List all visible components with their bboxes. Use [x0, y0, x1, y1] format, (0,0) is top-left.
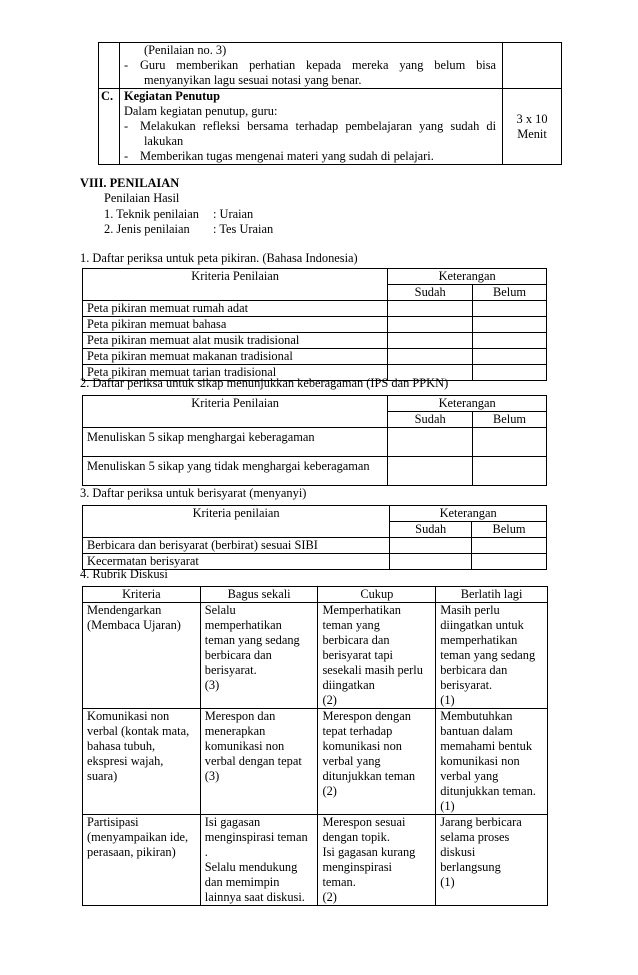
- rubric-cell-line: bahasa tubuh,: [87, 739, 156, 753]
- rubric-cell-line: Isi gagasan: [204, 815, 261, 829]
- table-row: Kecermatan berisyarat: [83, 554, 390, 570]
- rubric-cell-line: komunikasi non: [204, 739, 285, 753]
- checklist3-header-no: Belum: [472, 522, 547, 538]
- checklist2-header-note: Keterangan: [388, 396, 547, 412]
- checklist2-header-criteria: Kriteria Penilaian: [83, 396, 388, 428]
- activity-row-label: C.: [99, 89, 120, 165]
- rubric-cell-line: berisyarat tapi: [322, 648, 393, 662]
- rubric-cell-line: Jarang berbicara: [440, 815, 522, 829]
- rubric-cell: [200, 815, 318, 906]
- rubric-cell-line: selama proses: [440, 830, 510, 844]
- rubric-cell-line: verbal yang: [322, 754, 381, 768]
- rubric-cell-line: tepat terhadap: [322, 724, 393, 738]
- rubric-cell: [318, 709, 436, 815]
- rubric-title: 4. Rubrik Diskusi: [80, 567, 168, 581]
- table-row: Peta pikiran memuat alat musik tradisional: [83, 333, 388, 349]
- rubric-cell-line: verbal dengan tepat: [204, 754, 302, 768]
- rubric-row: [83, 815, 548, 906]
- rubric-cell-line: berbicara dan: [322, 633, 390, 647]
- checklist3-header-yes: Sudah: [390, 522, 472, 538]
- activity-closing-title: Kegiatan Penutup: [123, 89, 221, 103]
- rubric-cell: [83, 603, 201, 709]
- rubric-cell: [318, 815, 436, 906]
- checklist3-header-note: Keterangan: [390, 506, 547, 522]
- rubric-cell-line: dengan topik.: [322, 830, 390, 844]
- rubric-cell: [436, 815, 548, 906]
- rubric-cell-line: Masih perlu: [440, 603, 500, 617]
- activity-time: 3 x 10 Menit: [503, 89, 562, 165]
- section-heading: VIII. PENILAIAN: [80, 176, 180, 190]
- rubric-cell-line: (1): [440, 693, 455, 707]
- rubric-table: [82, 586, 548, 906]
- section-subheading: Penilaian Hasil: [104, 191, 180, 205]
- rubric-cell-line: Partisipasi: [87, 815, 139, 829]
- checklist1-title: 1. Daftar periksa untuk peta pikiran. (Bahasa Indonesia): [80, 251, 358, 265]
- rubric-header-practice: Berlatih lagi: [436, 587, 548, 603]
- rubric-header-criteria: Kriteria: [83, 587, 201, 603]
- checklist2-title: 2. Daftar periksa untuk sikap menunjukkan keberagaman (IPS dan PPKN): [80, 376, 449, 390]
- rubric-header-fair: Cukup: [318, 587, 436, 603]
- rubric-cell-line: menginspirasi teman: [204, 830, 308, 844]
- rubric-cell-line: bantuan dalam: [440, 724, 513, 738]
- rubric-cell-line: dan memimpin: [204, 875, 280, 889]
- activity-cell-closing-note: (Penilaian no. 3) - Guru memberikan perhatian kepada mereka yang belum bisa menyanyikan lagu sesuai notasi yang benar.: [119, 43, 502, 89]
- rubric-cell-line: Selalu mendukung: [204, 860, 298, 874]
- checklist1-header-criteria: Kriteria Penilaian: [83, 269, 388, 301]
- rubric-cell-line: (menyampaikan ide,: [87, 830, 189, 844]
- rubric-cell-line: (Membaca Ujaran): [87, 618, 181, 632]
- rubric-cell-line: memahami bentuk: [440, 739, 533, 753]
- rubric-header-excellent: Bagus sekali: [200, 587, 318, 603]
- rubric-cell-line: berisyarat.: [440, 678, 493, 692]
- rubric-cell-line: lainnya saat diskusi.: [204, 890, 305, 904]
- checklist1-header-no: Belum: [473, 285, 547, 301]
- rubric-cell-line: ekspresi wajah,: [87, 754, 164, 768]
- rubric-cell-line: (3): [204, 678, 220, 692]
- section-item-2-value: : Tes Uraian: [213, 222, 274, 236]
- rubric-row: [83, 603, 548, 709]
- rubric-cell: [436, 603, 548, 709]
- rubric-cell-line: Merespon dan: [204, 709, 276, 723]
- rubric-cell-line: Merespon dengan: [322, 709, 411, 723]
- rubric-cell-line: komunikasi non: [322, 739, 402, 753]
- rubric-cell-line: .: [204, 845, 208, 859]
- rubric-cell-line: diingatkan: [322, 678, 375, 692]
- table-row: Menuliskan 5 sikap menghargai keberagaman: [83, 428, 388, 457]
- rubric-cell-line: diskusi: [440, 845, 476, 859]
- table-row: Peta pikiran memuat makanan tradisional: [83, 349, 388, 365]
- rubric-cell-line: perasaan, pikiran): [87, 845, 176, 859]
- checklist3-header-criteria: Kriteria penilaian: [83, 506, 390, 538]
- rubric-cell-line: ditunjukkan teman.: [440, 784, 536, 798]
- rubric-cell-line: ditunjukkan teman: [322, 769, 416, 783]
- rubric-cell-line: berlangsung: [440, 860, 501, 874]
- rubric-cell-line: (1): [440, 875, 455, 889]
- rubric-cell-line: menerapkan: [204, 724, 266, 738]
- rubric-cell-line: Merespon sesuai: [322, 815, 406, 829]
- rubric-cell-line: teman yang: [322, 618, 380, 632]
- rubric-cell-line: komunikasi non: [440, 754, 520, 768]
- section-item-1-value: : Uraian: [213, 207, 254, 221]
- rubric-cell: [318, 603, 436, 709]
- rubric-cell-line: diingatkan untuk: [440, 618, 524, 632]
- rubric-cell: [436, 709, 548, 815]
- table-row: Peta pikiran memuat tarian tradisional: [83, 365, 388, 381]
- checklist3-table: [82, 505, 547, 570]
- rubric-cell-line: teman yang sedang: [440, 648, 536, 662]
- table-row: Berbicara dan berisyarat (berbirat) sesuai SIBI: [83, 538, 390, 554]
- checklist2-header-yes: Sudah: [388, 412, 473, 428]
- checklist2-header-no: Belum: [473, 412, 547, 428]
- rubric-cell: [83, 815, 201, 906]
- table-row: Menuliskan 5 sikap yang tidak menghargai keberagaman: [83, 457, 388, 486]
- rubric-cell-line: Memperhatikan: [322, 603, 401, 617]
- rubric-cell-line: Membutuhkan: [440, 709, 513, 723]
- rubric-cell-line: verbal yang: [440, 769, 499, 783]
- section-item-2-label: 2. Jenis penilaian: [104, 222, 190, 236]
- checklist1-table: [82, 268, 547, 381]
- rubric-cell-line: Komunikasi non: [87, 709, 170, 723]
- table-row: Peta pikiran memuat rumah adat: [83, 301, 388, 317]
- checklist2-table: [82, 395, 547, 486]
- rubric-cell-line: sesekali masih perlu: [322, 663, 423, 677]
- rubric-cell-line: (2): [322, 890, 337, 904]
- rubric-cell: [200, 603, 318, 709]
- rubric-cell-line: Mendengarkan: [87, 603, 162, 617]
- checklist1-header-note: Keterangan: [388, 269, 547, 285]
- activity-table: [98, 42, 562, 165]
- rubric-cell-line: memperhatikan: [440, 633, 518, 647]
- rubric-cell-line: berisyarat.: [204, 663, 257, 677]
- activity-cell-closing: Kegiatan Penutup Dalam kegiatan penutup, guru: - Melakukan refleksi bersama terhadap pembelajaran yang sudah di lakukan - Memberikan tugas mengenai materi yang sudah di pelajari.: [119, 89, 502, 165]
- table-row: Peta pikiran memuat bahasa: [83, 317, 388, 333]
- rubric-cell-line: berbicara dan: [440, 663, 508, 677]
- checklist3-title: 3. Daftar periksa untuk berisyarat (menyanyi): [80, 486, 307, 500]
- rubric-cell: [83, 709, 201, 815]
- rubric-cell-line: (3): [204, 769, 220, 783]
- rubric-cell-line: (2): [322, 784, 337, 798]
- rubric-cell-line: Selalu: [204, 603, 236, 617]
- rubric-cell: [200, 709, 318, 815]
- rubric-cell-line: verbal (kontak mata,: [87, 724, 190, 738]
- checklist1-header-yes: Sudah: [388, 285, 473, 301]
- rubric-cell-line: (1): [440, 799, 455, 813]
- rubric-cell-line: (2): [322, 693, 337, 707]
- rubric-cell-line: teman.: [322, 875, 356, 889]
- rubric-cell-line: teman yang sedang: [204, 633, 300, 647]
- rubric-cell-line: Isi gagasan kurang: [322, 845, 416, 859]
- rubric-cell-line: berbicara dan: [204, 648, 272, 662]
- rubric-row: [83, 709, 548, 815]
- rubric-cell-line: memperhatikan: [204, 618, 282, 632]
- rubric-cell-line: menginspirasi: [322, 860, 392, 874]
- rubric-cell-line: suara): [87, 769, 118, 783]
- section-item-1-label: 1. Teknik penilaian: [104, 207, 199, 221]
